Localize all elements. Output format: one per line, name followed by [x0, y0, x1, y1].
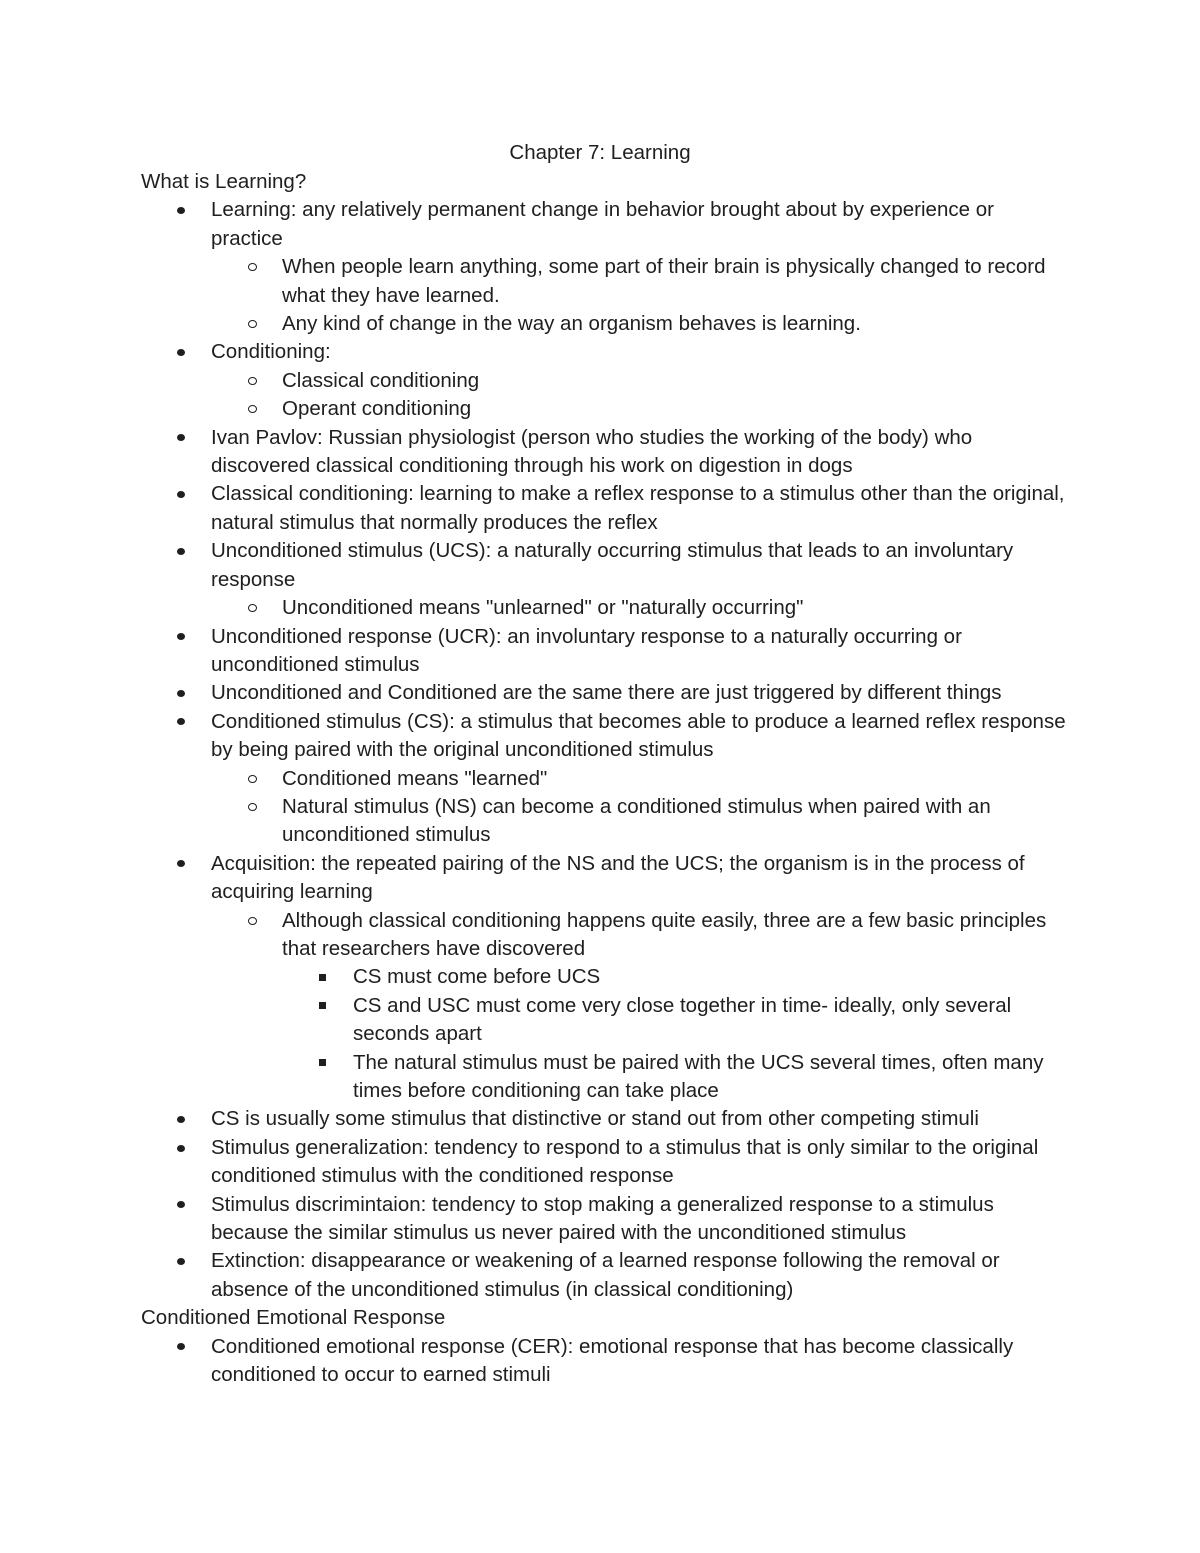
list-item	[141, 196, 1071, 253]
list-item-text: Natural stimulus (NS) can become a conditioned stimulus when paired with an unconditioned stimulus	[282, 794, 991, 847]
page-title: Chapter 7: Learning	[509, 141, 691, 164]
section-heading: What is Learning?	[141, 170, 307, 193]
bullet-circle-icon	[248, 395, 257, 423]
list-item-text: Ivan Pavlov: Russian physiologist (person who studies the working of the body) who discovered classical conditioning through his work on digestion in dogs	[211, 425, 973, 478]
list-item	[141, 480, 1071, 537]
list-item	[141, 1191, 1071, 1248]
list-item-text: Stimulus discrimintaion: tendency to stop making a generalized response to a stimulus because the similar stimulus us never paired with the unconditioned stimulus	[211, 1192, 994, 1245]
list-item-text: Unconditioned and Conditioned are the same there are just triggered by different things	[211, 681, 1002, 705]
bullet-square-icon	[319, 992, 326, 1020]
list-item-text: Acquisition: the repeated pairing of the NS and the UCS; the organism is in the process of acquiring learning	[211, 851, 1025, 904]
list-item-text: Any kind of change in the way an organism behaves is learning.	[282, 312, 861, 336]
list-item	[141, 992, 1071, 1049]
list-item-text: Operant conditioning	[282, 397, 472, 421]
bullet-circle-icon	[248, 253, 257, 281]
list-item	[141, 963, 1071, 991]
bullet-circle-icon	[248, 765, 257, 793]
list-item-text: Classical conditioning	[282, 368, 480, 392]
bullet-disc-icon	[177, 1134, 185, 1162]
bullet-disc-icon	[177, 1333, 185, 1361]
bullet-disc-icon	[177, 424, 185, 452]
bullet-disc-icon	[177, 338, 185, 366]
bullet-disc-icon	[177, 1105, 185, 1133]
bullet-disc-icon	[177, 480, 185, 508]
list-item-text: Unconditioned means "unlearned" or "naturally occurring"	[282, 596, 804, 620]
list-item	[141, 679, 1071, 707]
list-item	[141, 338, 1071, 366]
list-item	[141, 623, 1071, 680]
list-item	[141, 765, 1071, 793]
list-item	[141, 850, 1071, 907]
list-item	[141, 395, 1071, 423]
list-item-text: Classical conditioning: learning to make a reflex response to a stimulus other than the original, natural stimulus that normally produces the reflex	[211, 482, 1065, 534]
document-body	[141, 168, 1071, 1389]
bullet-circle-icon	[248, 367, 257, 395]
bullet-disc-icon	[177, 708, 185, 736]
list-item	[141, 1134, 1071, 1191]
list-item-text: Conditioned stimulus (CS): a stimulus that becomes able to produce a learned reflex response by being paired with the original unconditioned stimulus	[211, 709, 1066, 762]
list-item	[141, 367, 1071, 395]
bullet-disc-icon	[177, 850, 185, 878]
bullet-circle-icon	[248, 310, 257, 338]
list-item	[141, 1049, 1071, 1106]
bullet-disc-icon	[177, 623, 185, 651]
bullet-disc-icon	[177, 679, 185, 707]
list-item-text: Unconditioned response (UCR): an involuntary response to a naturally occurring or unconditioned stimulus	[211, 624, 962, 676]
bullet-circle-icon	[248, 907, 257, 935]
list-item-text: CS must come before UCS	[353, 965, 601, 989]
list-item-text: Stimulus generalization: tendency to respond to a stimulus that is only similar to the original conditioned stimulus with the conditioned response	[211, 1135, 1039, 1188]
list-item-text: Conditioned means "learned"	[282, 766, 548, 790]
list-item	[141, 537, 1071, 594]
list-item-text: CS is usually some stimulus that distinctive or stand out from other competing stimuli	[211, 1107, 979, 1131]
list-item-text: Extinction: disappearance or weakening of a learned response following the removal or absence of the unconditioned stimulus (in classical conditioning)	[211, 1249, 1000, 1301]
list-item-text: When people learn anything, some part of their brain is physically changed to record what they have learned.	[282, 255, 1046, 307]
list-item	[141, 1105, 1071, 1133]
list-item	[141, 1247, 1071, 1304]
list-item	[141, 424, 1071, 481]
list-item-text: Learning: any relatively permanent change in behavior brought about by experience or practice	[211, 198, 994, 250]
list-item-text: The natural stimulus must be paired with the UCS several times, often many times before conditioning can take place	[353, 1050, 1044, 1102]
bullet-disc-icon	[177, 1247, 185, 1275]
bullet-square-icon	[319, 963, 326, 991]
bullet-circle-icon	[248, 793, 257, 821]
list-item-text: Conditioning:	[211, 340, 331, 364]
list-item-text: Conditioned emotional response (CER): emotional response that has become classically conditioned to occur to earned stimuli	[211, 1334, 1014, 1387]
bullet-square-icon	[319, 1049, 326, 1077]
bullet-disc-icon	[177, 196, 185, 224]
bullet-disc-icon	[177, 1191, 185, 1219]
list-item	[141, 793, 1071, 850]
list-item-text: Although classical conditioning happens quite easily, three are a few basic principles that researchers have discovered	[282, 908, 1047, 960]
list-item	[141, 310, 1071, 338]
section-heading: Conditioned Emotional Response	[141, 1306, 446, 1330]
bullet-circle-icon	[248, 594, 257, 622]
list-item-text: CS and USC must come very close together in time- ideally, only several seconds apart	[353, 993, 1012, 1046]
bullet-disc-icon	[177, 537, 185, 565]
list-item-text: Unconditioned stimulus (UCS): a naturally occurring stimulus that leads to an involuntary response	[211, 539, 1014, 591]
list-item	[141, 594, 1071, 622]
list-item	[141, 1333, 1071, 1390]
list-item	[141, 907, 1071, 964]
list-item	[141, 253, 1071, 310]
list-item	[141, 708, 1071, 765]
